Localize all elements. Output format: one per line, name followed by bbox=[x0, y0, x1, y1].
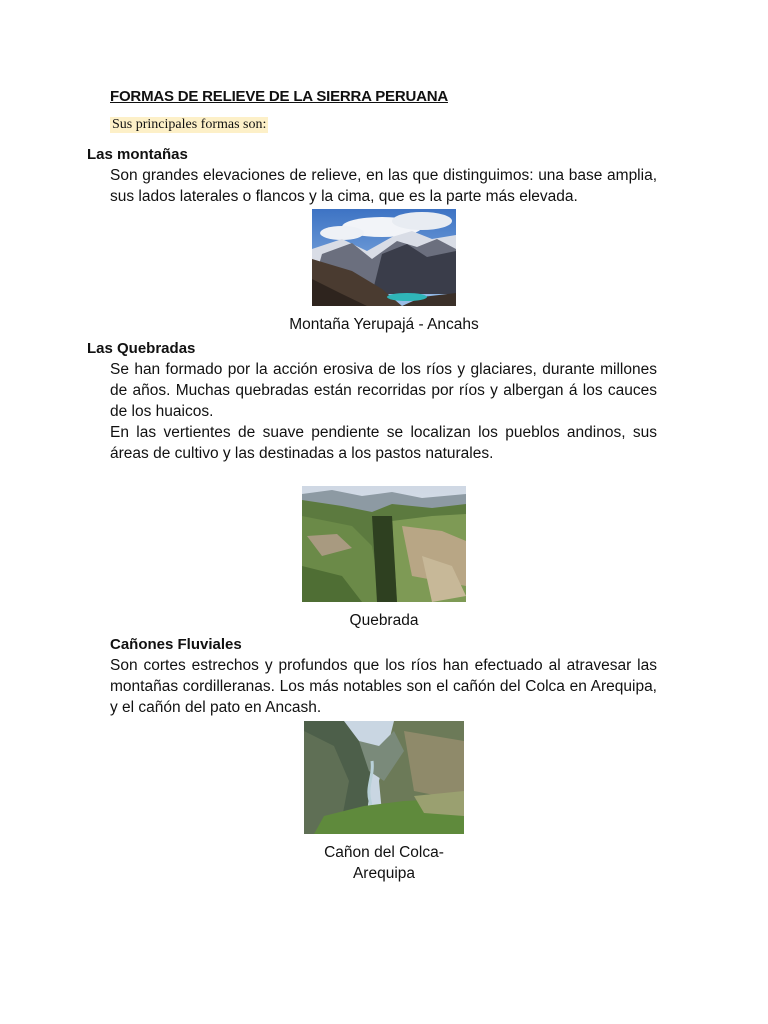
photo-caption-canon bbox=[284, 842, 484, 884]
caption-line: Arequipa bbox=[352, 865, 416, 882]
mountain-photo bbox=[312, 209, 456, 306]
page-title: FORMAS DE RELIEVE DE LA SIERRA PERUANA bbox=[110, 88, 448, 105]
canyon-photo bbox=[304, 721, 464, 834]
photo-caption-montana: Montaña Yerupajá - Ancahs bbox=[289, 316, 479, 333]
section-heading-canones: Cañones Fluviales bbox=[110, 636, 242, 653]
paragraph: Son grandes elevaciones de relieve, en las que distinguimos: una base amplia, sus lados laterales o flancos y la cima, que es la parte más elevada. bbox=[110, 167, 657, 205]
section-text-montanas bbox=[110, 165, 657, 207]
paragraph: Se han formado por la acción erosiva de los ríos y glaciares, durante millones de años. Muchas quebradas están recorridas por ríos y albergan á los cauces de los huaicos. bbox=[110, 361, 657, 420]
paragraph: Son cortes estrechos y profundos que los ríos han efectuado al atravesar las montañas cordilleranas. Los más notables son el cañón del Colca en Arequipa, y el cañón del pato en Ancash. bbox=[110, 657, 657, 716]
caption-line: Cañon del Colca- bbox=[324, 844, 444, 861]
quebrada-photo bbox=[302, 486, 466, 602]
section-text-canones bbox=[110, 655, 657, 718]
photo-caption-quebrada: Quebrada bbox=[349, 612, 419, 629]
section-text-quebradas bbox=[110, 359, 657, 464]
paragraph: En las vertientes de suave pendiente se localizan los pueblos andinos, sus áreas de cultivo y las destinadas a los pastos naturales. bbox=[110, 424, 657, 462]
section-heading-quebradas: Las Quebradas bbox=[87, 340, 196, 357]
section-heading-montanas: Las montañas bbox=[87, 146, 188, 163]
subtitle-highlight: Sus principales formas son: bbox=[112, 117, 267, 132]
